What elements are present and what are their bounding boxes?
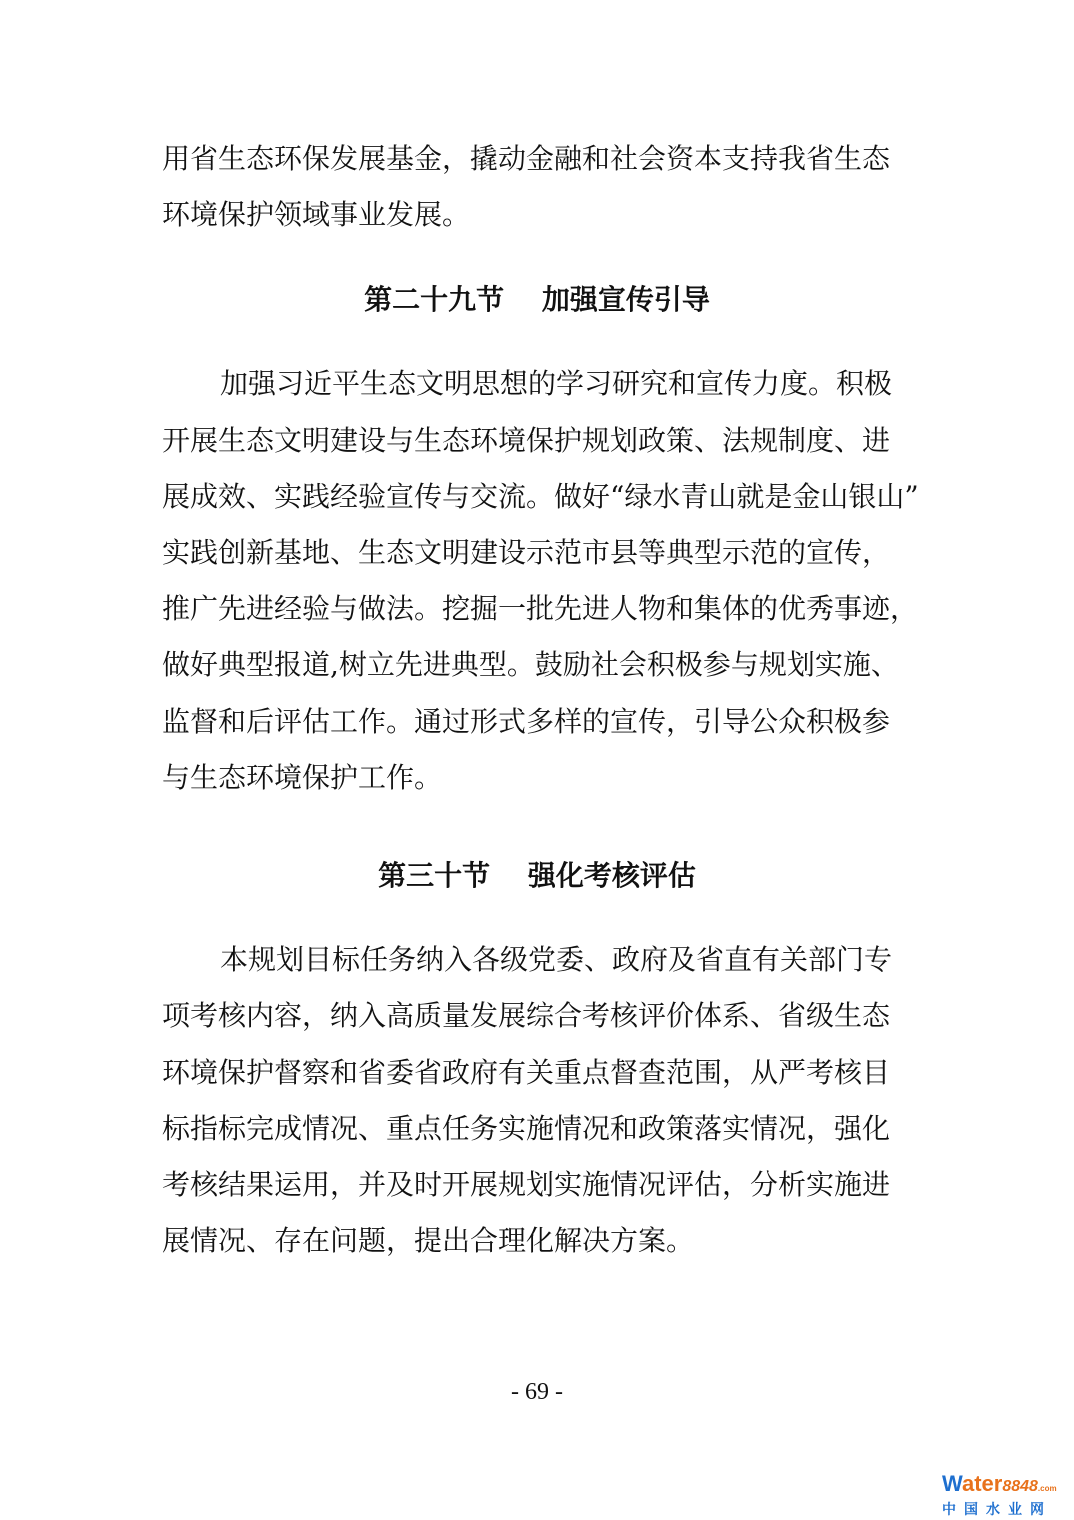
paragraph-line: 展成效、实践经验宣传与交流。做好“绿水青山就是金山银山” <box>162 480 919 513</box>
paragraph-line: 用省生态环保发展基金，撬动金融和社会资本支持我省生态 <box>162 142 891 175</box>
paragraph-line: 展情况、存在问题，提出合理化解决方案。 <box>162 1224 695 1257</box>
section-heading-30: 第三十节 强化考核评估 <box>378 859 696 892</box>
watermark-ater: ater <box>961 1471 1003 1496</box>
paragraph-line: 监督和后评估工作。通过形式多样的宣传，引导公众积极参 <box>162 705 891 738</box>
watermark-logo <box>942 1472 1068 1518</box>
paragraph-line: 考核结果运用，并及时开展规划实施情况评估，分析实施进 <box>162 1168 891 1201</box>
paragraph-line: 做好典型报道,树立先进典型。鼓励社会积极参与规划实施、 <box>162 648 899 681</box>
paragraph-line: 本规划目标任务纳入各级党委、政府及省直有关部门专 <box>220 943 893 976</box>
paragraph-line: 推广先进经验与做法。挖掘一批先进人物和集体的优秀事迹， <box>162 592 919 625</box>
page-number: - 69 - <box>511 1379 563 1405</box>
paragraph-line: 与生态环境保护工作。 <box>162 761 443 794</box>
watermark-chinese-name: 中国水业网 <box>942 1502 1052 1518</box>
watermark-domain: .com <box>1037 1484 1057 1493</box>
paragraph-line: 环境保护督察和省委省政府有关重点督查范围，从严考核目 <box>162 1056 891 1089</box>
watermark-number: 8848 <box>1002 1478 1038 1495</box>
watermark-wordmark <box>942 1472 1068 1501</box>
watermark-w: W <box>942 1471 962 1496</box>
paragraph-line: 标指标完成情况、重点任务实施情况和政策落实情况，强化 <box>162 1112 891 1145</box>
paragraph-line: 实践创新基地、生态文明建设示范市县等典型示范的宣传， <box>162 536 891 569</box>
section-heading-29: 第二十九节 加强宣传引导 <box>364 283 710 316</box>
paragraph-line: 环境保护领域事业发展。 <box>162 198 471 231</box>
paragraph-line: 加强习近平生态文明思想的学习研究和宣传力度。积极 <box>220 367 893 400</box>
paragraph-line: 开展生态文明建设与生态环境保护规划政策、法规制度、进 <box>162 424 891 457</box>
paragraph-line: 项考核内容，纳入高质量发展综合考核评价体系、省级生态 <box>162 999 891 1032</box>
